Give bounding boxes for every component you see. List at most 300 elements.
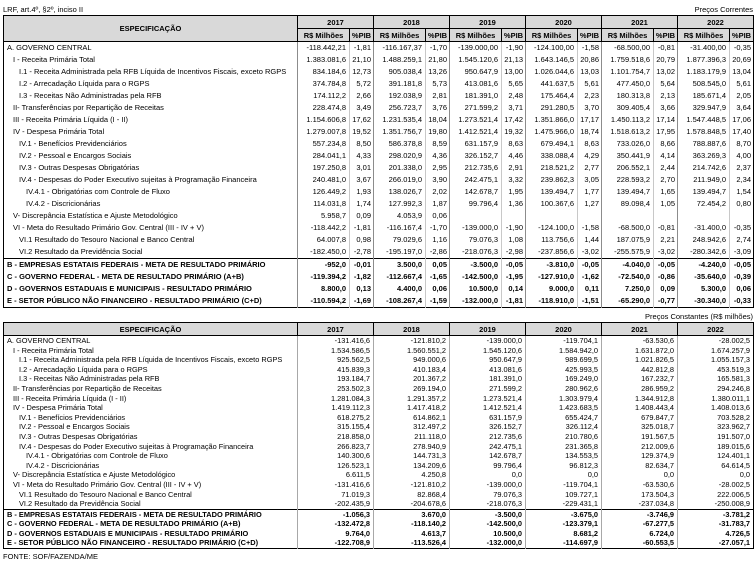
value-cell	[450, 210, 502, 222]
value-cell: -218.076,3	[450, 499, 526, 509]
value-cell: 144.731,3	[374, 451, 450, 461]
value-cell: 1.759.518,6	[602, 54, 654, 66]
value-cell: 834.184,6	[298, 66, 350, 78]
value-cell: -195.197,0	[374, 246, 426, 259]
pib-cell: 1,65	[654, 186, 678, 198]
table-row	[4, 394, 754, 404]
table-row	[4, 90, 754, 102]
pib-cell: 3,76	[426, 102, 450, 114]
row-label-cell: IV.3 - Outras Despesas Obrigatórias	[19, 163, 140, 172]
pib-cell: -1,90	[502, 222, 526, 234]
pib-cell: 2,37	[730, 162, 754, 174]
year-header: 2019	[450, 323, 526, 336]
value-cell: 631.157,9	[450, 413, 526, 423]
row-label-cell: IV - Despesa Primária Total	[13, 403, 103, 413]
value-cell: 1.291.357,2	[374, 394, 450, 404]
pib-cell: 4,14	[654, 150, 678, 162]
value-cell: 218.521,2	[526, 162, 578, 174]
value-cell: -28.002,5	[678, 336, 754, 346]
value-cell: 1.545.120,6	[450, 346, 526, 356]
pib-cell: 1,74	[350, 198, 374, 210]
spec-header: ESPECIFICAÇÃO	[4, 323, 298, 336]
value-cell: 79.076,3	[450, 234, 502, 246]
value-cell: 329.947,9	[678, 102, 730, 114]
value-cell: 142.678,7	[450, 186, 502, 198]
pib-subheader: %PIB	[350, 29, 374, 42]
value-cell: 1.351.866,0	[526, 114, 578, 126]
value-cell: -119.394,2	[298, 271, 350, 283]
value-cell: 64.007,8	[298, 234, 350, 246]
table-row	[4, 271, 754, 283]
value-cell: 1.281.084,3	[298, 394, 374, 404]
table-row	[4, 519, 754, 529]
pib-cell: -3,09	[730, 246, 754, 259]
pib-cell: 13,03	[578, 66, 602, 78]
row-label-cell: IV.2 - Pessoal e Encargos Sociais	[19, 422, 130, 432]
constant-prices-caption: Preços Constantes (R$ milhões)	[645, 312, 753, 321]
value-cell: 391.181,8	[374, 78, 426, 90]
value-cell: 109.727,1	[526, 490, 602, 500]
value-cell: -142.500,0	[450, 519, 526, 529]
value-cell: -119.704,1	[526, 336, 602, 346]
pib-cell: 17,40	[730, 126, 754, 138]
pib-cell	[654, 210, 678, 222]
value-cell: 89.098,4	[602, 198, 654, 210]
value-cell: 4.053,9	[374, 210, 426, 222]
value-cell: -124.100,0	[526, 222, 578, 234]
value-cell: 1.417.418,2	[374, 403, 450, 413]
value-cell: 9.000,0	[526, 283, 578, 295]
pib-cell: 4,29	[578, 150, 602, 162]
value-cell: 413.081,6	[450, 365, 526, 375]
pib-cell: 13,04	[730, 66, 754, 78]
table-row	[4, 283, 754, 295]
pib-cell: 8,50	[350, 138, 374, 150]
current-prices-caption: Preços Correntes	[694, 5, 753, 14]
row-label-cell: A. GOVERNO CENTRAL	[7, 43, 92, 52]
value-cell: 508.545,0	[678, 78, 730, 90]
value-cell: 218.858,0	[298, 432, 374, 442]
value-cell: 1.279.007,8	[298, 126, 350, 138]
value-cell: 1.450.113,2	[602, 114, 654, 126]
millions-subheader: R$ Milhões	[602, 29, 654, 42]
value-cell: 206.552,1	[602, 162, 654, 174]
value-cell: -68.500,0	[602, 222, 654, 234]
value-cell: 1.408.013,6	[678, 403, 754, 413]
value-cell: 703.528,2	[678, 413, 754, 423]
pib-cell: 3,71	[502, 102, 526, 114]
value-cell: 1.674.257,9	[678, 346, 754, 356]
pib-cell: 1,16	[426, 234, 450, 246]
pib-cell: 0,06	[426, 283, 450, 295]
value-cell: 100.367,6	[526, 198, 578, 210]
value-cell: 6.611,5	[298, 470, 374, 480]
table-row	[4, 490, 754, 500]
value-cell: 185.671,4	[678, 90, 730, 102]
value-cell: 242.475,1	[450, 442, 526, 452]
value-cell: 127.992,3	[374, 198, 426, 210]
value-cell: -118.442,21	[298, 42, 350, 55]
row-label-cell: I.3 - Receitas Não Administradas pela RFB	[19, 374, 160, 384]
value-cell: -131.416,6	[298, 480, 374, 490]
value-cell: -118.910,0	[526, 295, 578, 308]
table-row	[4, 451, 754, 461]
row-label-cell: C - GOVERNO FEDERAL - META DE RESULTADO PRIMÁRIO (A+B)	[7, 519, 241, 529]
value-cell: 134.553,5	[526, 451, 602, 461]
value-cell: 284.041,1	[298, 150, 350, 162]
value-cell: 1.408.443,4	[602, 403, 678, 413]
value-cell: 618.275,2	[298, 413, 374, 423]
millions-subheader: R$ Milhões	[298, 29, 350, 42]
value-cell: 1.578.848,5	[678, 126, 730, 138]
row-label-cell: III - Receita Primária Líquida (I - II)	[13, 393, 127, 403]
pib-cell: 3,90	[426, 174, 450, 186]
value-cell: -31.783,7	[678, 519, 754, 529]
value-cell: 231.365,8	[526, 442, 602, 452]
pib-cell: 2,66	[350, 90, 374, 102]
value-cell: 1.273.521,4	[450, 394, 526, 404]
row-label-cell: B - EMPRESAS ESTATAIS FEDERAIS - META DE RESULTADO PRIMÁRIO	[4, 509, 298, 519]
pib-cell: 17,06	[730, 114, 754, 126]
pib-cell: 1,44	[578, 234, 602, 246]
pib-cell: 3,05	[578, 174, 602, 186]
value-cell: 0,0	[678, 470, 754, 480]
pib-cell: -1,81	[502, 295, 526, 308]
value-cell: 1.344.912,8	[602, 394, 678, 404]
pib-cell: 1,87	[426, 198, 450, 210]
value-cell: 175.464,4	[526, 90, 578, 102]
row-label-cell: VI.2 Resultado da Previdência Social	[19, 247, 143, 256]
value-cell: 126.523,1	[298, 461, 374, 471]
source-note: FONTE: SOF/FAZENDA/ME	[3, 552, 99, 562]
pib-cell: 8,63	[502, 138, 526, 150]
pib-cell: 17,95	[654, 126, 678, 138]
value-cell: -124.100,00	[526, 42, 578, 55]
pib-cell: -2,86	[426, 246, 450, 259]
value-cell: 173.504,3	[602, 490, 678, 500]
value-cell: 8.681,2	[526, 529, 602, 539]
row-label-cell: IV.4.2 - Discricionárias	[26, 199, 101, 208]
pib-cell: 18,74	[578, 126, 602, 138]
pib-cell: -1,81	[350, 42, 374, 55]
value-cell: -132.000,0	[450, 538, 526, 548]
row-label-cell: IV.1 - Benefícios Previdenciários	[19, 139, 127, 148]
row-label-cell: III - Receita Primária Líquida (I - II)	[13, 115, 129, 124]
pib-cell: 8,70	[730, 138, 754, 150]
value-cell: 1.560.551,2	[374, 346, 450, 356]
value-cell: -132.472,8	[298, 519, 374, 529]
pib-cell: 13,02	[654, 66, 678, 78]
value-cell: 4.400,0	[374, 283, 426, 295]
value-cell: 169.249,0	[526, 374, 602, 384]
pib-cell: -3,02	[578, 246, 602, 259]
value-cell: 212.735,6	[450, 432, 526, 442]
value-cell: 323.962,7	[678, 422, 754, 432]
row-label-cell: VI - Meta do Resultado Primário Gov. Central (III - IV + V)	[13, 223, 204, 232]
pib-cell: 4,36	[426, 150, 450, 162]
value-cell: 679.847,7	[602, 413, 678, 423]
pib-cell: 3,32	[502, 174, 526, 186]
row-label-cell: I.2 - Arrecadação Líquida para o RGPS	[19, 364, 148, 374]
value-cell: 240.481,0	[298, 174, 350, 186]
value-cell: -113.526,4	[374, 538, 450, 548]
pib-cell: 5,73	[426, 78, 450, 90]
value-cell: 174.112,2	[298, 90, 350, 102]
value-cell: -250.008,9	[678, 499, 754, 509]
year-header: 2019	[450, 16, 526, 29]
row-label-cell: I.1 - Receita Administrada pela RFB Líquida de Incentivos Fiscais, exceto RGPS	[19, 355, 283, 365]
value-cell: -118.140,2	[374, 519, 450, 529]
value-cell: 949.000,6	[374, 355, 450, 365]
year-header: 2017	[298, 323, 374, 336]
value-cell: 113.756,6	[526, 234, 578, 246]
row-label-cell: A. GOVERNO CENTRAL	[7, 336, 91, 345]
value-cell: 126.449,2	[298, 186, 350, 198]
table-row	[4, 470, 754, 480]
pib-cell: 0,05	[426, 259, 450, 272]
pib-cell: 3,64	[730, 102, 754, 114]
pib-cell: -0,05	[730, 259, 754, 272]
pib-cell: 0,14	[502, 283, 526, 295]
value-cell: -139.000,0	[450, 336, 526, 346]
table-row	[4, 374, 754, 384]
value-cell: -202.435,9	[298, 499, 374, 509]
pib-cell: -1,70	[426, 42, 450, 55]
value-cell: 214.742,6	[678, 162, 730, 174]
value-cell: 189.015,6	[678, 442, 754, 452]
pib-cell: 20,86	[578, 54, 602, 66]
millions-subheader: R$ Milhões	[526, 29, 578, 42]
value-cell: 192.038,9	[374, 90, 426, 102]
table-row	[4, 509, 754, 519]
value-cell: 140.300,6	[298, 451, 374, 461]
value-cell: -108.267,4	[374, 295, 426, 308]
value-cell: -31.400,0	[678, 222, 730, 234]
row-label-cell: C - GOVERNO FEDERAL - META DE RESULTADO PRIMÁRIO (A+B)	[7, 272, 244, 281]
value-cell: 271.599,2	[450, 102, 502, 114]
pib-subheader: %PIB	[730, 29, 754, 42]
row-label-cell: IV.1 - Benefícios Previdenciários	[19, 412, 126, 422]
pib-cell: 19,32	[502, 126, 526, 138]
value-cell: 410.183,4	[374, 365, 450, 375]
table-row	[4, 234, 754, 246]
row-label-cell: I - Receita Primária Total	[13, 345, 94, 355]
value-cell: -139.000,0	[450, 480, 526, 490]
pib-cell: 18,04	[426, 114, 450, 126]
row-label-cell: V- Discrepância Estatística e Ajuste Metodológico	[13, 470, 176, 480]
value-cell: -131.416,6	[298, 336, 374, 346]
value-cell: -280.342,6	[678, 246, 730, 259]
year-header: 2018	[374, 16, 450, 29]
value-cell: 905.038,4	[374, 66, 426, 78]
value-cell: 1.183.179,9	[678, 66, 730, 78]
pib-cell: 2,34	[730, 174, 754, 186]
pib-cell: 2,70	[654, 174, 678, 186]
value-cell: 1.488.259,1	[374, 54, 426, 66]
value-cell: -127.910,0	[526, 271, 578, 283]
value-cell: 211.118,0	[374, 432, 450, 442]
value-cell: -31.400,00	[678, 42, 730, 55]
value-cell: 733.026,0	[602, 138, 654, 150]
value-cell: 180.313,8	[602, 90, 654, 102]
value-cell: -72.540,0	[602, 271, 654, 283]
value-cell: 139.494,7	[526, 186, 578, 198]
table-row	[4, 403, 754, 413]
pib-cell: -0,86	[654, 271, 678, 283]
pib-cell: -0,81	[654, 222, 678, 234]
pib-cell: -0,05	[654, 259, 678, 272]
millions-subheader: R$ Milhões	[450, 29, 502, 42]
pib-cell: 1,05	[654, 198, 678, 210]
value-cell: 96.812,3	[526, 461, 602, 471]
table-row	[4, 442, 754, 452]
value-cell: 6.724,0	[602, 529, 678, 539]
pib-cell: -1,51	[578, 295, 602, 308]
pib-cell: -1,69	[350, 295, 374, 308]
value-cell: 129.374,9	[602, 451, 678, 461]
value-cell: -65.290,0	[602, 295, 654, 308]
value-cell: 181.391,0	[450, 374, 526, 384]
value-cell: 350.441,9	[602, 150, 654, 162]
year-header: 2021	[602, 16, 678, 29]
pib-cell: 21,10	[350, 54, 374, 66]
value-cell: 191.507,0	[678, 432, 754, 442]
pib-cell: -2,78	[350, 246, 374, 259]
row-label-cell: E - SETOR PÚBLICO NÃO FINANCEIRO - RESULTADO PRIMÁRIO (C+D)	[7, 296, 262, 305]
pib-cell: 20,79	[654, 54, 678, 66]
row-label-cell: IV.4 - Despesas do Poder Executivo sujeitas à Programação Financeira	[19, 441, 254, 451]
value-cell: 139.494,7	[602, 186, 654, 198]
value-cell: 138.026,7	[374, 186, 426, 198]
value-cell: 142.678,7	[450, 451, 526, 461]
pib-cell: -1,59	[426, 295, 450, 308]
pib-cell: 2,21	[654, 234, 678, 246]
pib-cell: 0,09	[654, 283, 678, 295]
value-cell: 1.877.396,3	[678, 54, 730, 66]
row-label-cell: D - GOVERNOS ESTADUAIS E MUNICIPAIS - RESULTADO PRIMÁRIO	[7, 528, 249, 538]
pib-cell: 3,49	[350, 102, 374, 114]
value-cell: 10.500,0	[450, 283, 502, 295]
value-cell: -142.500,0	[450, 271, 502, 283]
value-cell: 242.475,1	[450, 174, 502, 186]
value-cell: 312.497,2	[374, 422, 450, 432]
year-header: 2022	[678, 323, 754, 336]
row-label-cell: VI.1 Resultado do Tesouro Nacional e Banco Central	[19, 235, 195, 244]
row-label-cell: IV.4 - Despesas do Poder Executivo sujeitas à Programação Financeira	[19, 175, 257, 184]
value-cell: -118.442,2	[298, 222, 350, 234]
value-cell: -237.034,8	[602, 499, 678, 509]
value-cell: 269.194,0	[374, 384, 450, 394]
pib-cell: 8,66	[654, 138, 678, 150]
value-cell: 1.055.157,3	[678, 355, 754, 365]
value-cell: 211.949,0	[678, 174, 730, 186]
value-cell: -35.640,0	[678, 271, 730, 283]
value-cell: 309.405,4	[602, 102, 654, 114]
value-cell: 1.026.044,6	[526, 66, 578, 78]
value-cell: 253.502,3	[298, 384, 374, 394]
pib-cell: 3,66	[654, 102, 678, 114]
value-cell: 165.581,3	[678, 374, 754, 384]
value-cell: -4.040,0	[602, 259, 654, 272]
row-label-cell: IV.4.1 - Obrigatórias com Controle de Fluxo	[26, 451, 168, 461]
pib-subheader: %PIB	[578, 29, 602, 42]
pib-cell	[578, 210, 602, 222]
pib-cell	[730, 210, 754, 222]
row-label-cell: II- Transferências por Repartição de Receitas	[13, 383, 162, 393]
pib-cell: -1,90	[502, 42, 526, 55]
pib-cell: 17,42	[502, 114, 526, 126]
value-cell: 1.231.535,4	[374, 114, 426, 126]
pib-cell: 5,61	[730, 78, 754, 90]
value-cell: 278.940,9	[374, 442, 450, 452]
value-cell: -952,0	[298, 259, 350, 272]
value-cell	[526, 210, 578, 222]
pib-cell: 2,81	[426, 90, 450, 102]
value-cell: 950.647,9	[450, 355, 526, 365]
pib-cell: 0,80	[730, 198, 754, 210]
value-cell: 950.647,9	[450, 66, 502, 78]
table-row	[4, 210, 754, 222]
table-row	[4, 198, 754, 210]
pib-cell: -0,81	[654, 42, 678, 55]
pib-cell: 2,77	[578, 162, 602, 174]
value-cell: 1.534.586,5	[298, 346, 374, 356]
table-row	[4, 432, 754, 442]
value-cell: 1.154.606,8	[298, 114, 350, 126]
value-cell: 114.031,8	[298, 198, 350, 210]
pib-cell: 5,65	[502, 78, 526, 90]
pib-cell: 1,27	[578, 198, 602, 210]
value-cell: 9.764,0	[298, 529, 374, 539]
table-row	[4, 138, 754, 150]
pib-cell: 3,67	[350, 174, 374, 186]
value-cell: 1.423.683,5	[526, 403, 602, 413]
value-cell: 442.812,8	[602, 365, 678, 375]
value-cell: 925.562,5	[298, 355, 374, 365]
value-cell: 415.839,3	[298, 365, 374, 375]
pib-cell: 1,77	[578, 186, 602, 198]
value-cell: 291.280,5	[526, 102, 578, 114]
pib-cell: 19,80	[426, 126, 450, 138]
pib-cell: -0,33	[730, 295, 754, 308]
value-cell: 134.209,6	[374, 461, 450, 471]
value-cell: -116.167,4	[374, 222, 426, 234]
pib-cell: -1,95	[502, 271, 526, 283]
table-row	[4, 538, 754, 548]
table-row	[4, 114, 754, 126]
value-cell: 298.020,9	[374, 150, 426, 162]
value-cell: -63.530,6	[602, 480, 678, 490]
row-label-cell: IV.4.2 - Discricionárias	[26, 460, 100, 470]
value-cell: 239.862,3	[526, 174, 578, 186]
table-row	[4, 346, 754, 356]
value-cell: 315.155,4	[298, 422, 374, 432]
pib-cell: 1,36	[502, 198, 526, 210]
value-cell: 201.367,2	[374, 374, 450, 384]
pib-cell: 5,72	[350, 78, 374, 90]
value-cell: 325.018,7	[602, 422, 678, 432]
value-cell: 187.075,9	[602, 234, 654, 246]
value-cell: -60.553,5	[602, 538, 678, 548]
law-reference-note: LRF, art.4º, §2º, inciso II	[3, 5, 84, 14]
header-row	[4, 323, 754, 336]
value-cell: 5.300,0	[678, 283, 730, 295]
value-cell: 326.152,7	[450, 150, 502, 162]
value-cell: 191.567,5	[602, 432, 678, 442]
table-row	[4, 413, 754, 423]
pib-cell: 0,98	[350, 234, 374, 246]
value-cell: 82.634,7	[602, 461, 678, 471]
